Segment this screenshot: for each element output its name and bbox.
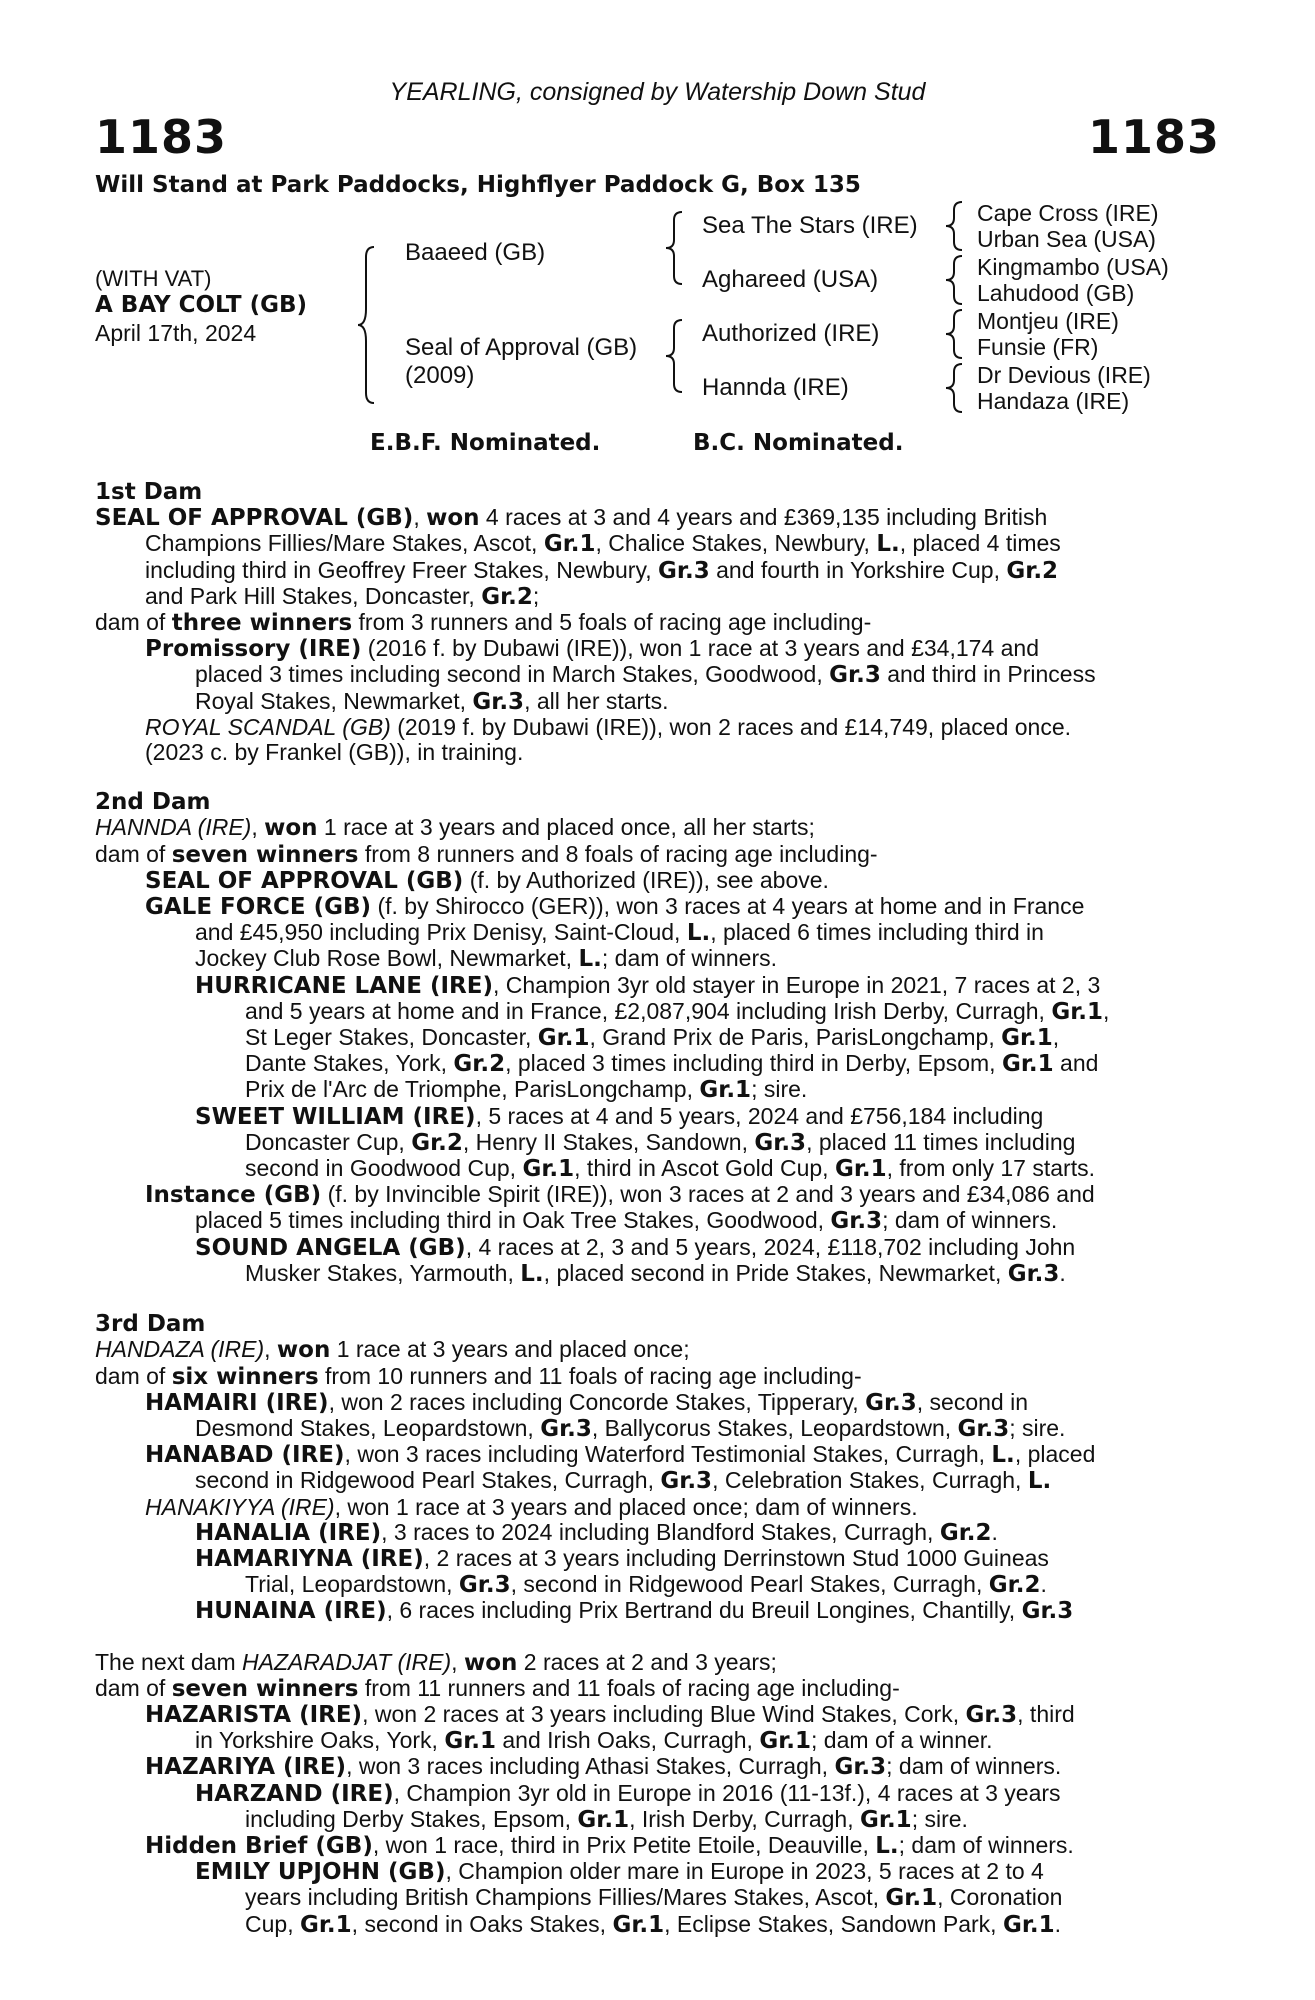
text-line	[95, 1468, 1190, 1494]
text-run: , Grand Prix de Paris, ParisLongchamp,	[589, 1024, 1002, 1051]
text-run: placed 5 times including third in Oak Tree Stakes, Goodwood,	[195, 1207, 831, 1234]
bold-run: HAZARIYA (IRE)	[145, 1754, 347, 1781]
text-run: Doncaster Cup,	[245, 1128, 412, 1155]
text-run: , third	[1017, 1700, 1075, 1727]
text-run: , placed 4 times	[899, 530, 1061, 557]
pedigree-sire-sire: Sea The Stars (IRE)	[702, 212, 918, 239]
text-run: (f. by Invincible Spirit (IRE)), won 3 races at 2 and 3 years and £34,086 and	[321, 1181, 1095, 1208]
text-run: The next dam	[95, 1648, 243, 1675]
text-run: and Park Hill Stakes, Doncaster,	[145, 582, 482, 609]
bold-run: HUNAINA (IRE)	[195, 1598, 387, 1625]
text-run: from 8 runners and 8 foals of racing age including-	[358, 840, 878, 867]
italic-run: HAZARADJAT (IRE)	[242, 1648, 452, 1675]
bold-run: HAMAIRI (IRE)	[145, 1389, 329, 1416]
text-line	[95, 1572, 1190, 1598]
text-run: , all her starts.	[524, 687, 669, 714]
bold-run: Gr.3	[957, 1415, 1010, 1442]
italic-run: HANAKIYYA (IRE)	[145, 1493, 335, 1520]
text-run: , from only 17 starts.	[886, 1155, 1095, 1182]
text-run: .	[1059, 1259, 1066, 1286]
text-run: ,	[1103, 997, 1110, 1024]
text-run: , placed 3 times including third in Derby, Epsom,	[505, 1050, 1002, 1077]
bold-run: Promissory (IRE)	[145, 636, 362, 663]
bold-run: won	[276, 1337, 331, 1364]
text-run: ; sire.	[751, 1076, 808, 1103]
text-line	[95, 815, 1190, 841]
text-line	[95, 1442, 1190, 1468]
text-line	[95, 1728, 1190, 1754]
bold-run: Hidden Brief (GB)	[145, 1832, 373, 1859]
pedigree-dam-sire: Authorized (IRE)	[702, 320, 880, 347]
bold-run: HANABAD (IRE)	[145, 1442, 345, 1469]
bold-run: Gr.3	[830, 1208, 883, 1235]
bold-run: Gr.1	[699, 1077, 752, 1104]
bold-run: Gr.2	[988, 1572, 1041, 1599]
bold-run: Gr.1	[537, 1025, 590, 1052]
bold-run: Gr.1	[577, 1806, 630, 1833]
text-run: , Chalice Stakes, Newbury,	[595, 530, 877, 557]
text-run: from 10 runners and 11 foals of racing age including-	[318, 1362, 862, 1389]
pedigree-g4-7: Dr Devious (IRE)	[977, 362, 1151, 388]
text-run: , Coronation	[937, 1884, 1063, 1911]
text-run: second in Goodwood Cup,	[245, 1155, 523, 1182]
bold-run: Gr.1	[1051, 998, 1104, 1025]
bold-run: HURRICANE LANE (IRE)	[195, 972, 493, 999]
text-line	[95, 1781, 1190, 1807]
text-run: (f. by Shirocco (GER)), won 3 races at 4 years at home and in France	[371, 893, 1085, 920]
text-run: dam of	[95, 609, 172, 636]
text-run: (2016 f. by Dubawi (IRE)), won 1 race at 3 years and £34,174 and	[361, 635, 1039, 662]
bold-run: Gr.1	[860, 1806, 912, 1833]
pedigree-g4-6: Funsie (FR)	[977, 334, 1099, 360]
bold-run: Gr.1	[522, 1156, 575, 1183]
text-run: .	[1040, 1571, 1047, 1598]
text-run: Trial, Leopardstown,	[245, 1571, 459, 1598]
text-line	[95, 636, 1190, 662]
text-run: ; dam of winners.	[898, 1831, 1074, 1858]
text-line	[95, 1390, 1190, 1416]
lot-number-right: 1183	[1087, 110, 1220, 164]
text-line	[95, 1833, 1190, 1859]
text-line	[95, 610, 1190, 636]
text-line	[95, 1235, 1190, 1261]
pedigree-bracket-main	[362, 245, 382, 405]
text-line	[95, 920, 1190, 946]
text-run: Prix de l'Arc de Triomphe, ParisLongchamp,	[245, 1076, 700, 1103]
second-dam-section	[95, 815, 1190, 1287]
text-run: St Leger Stakes, Doncaster,	[245, 1024, 538, 1051]
text-line	[95, 740, 1190, 765]
text-run: , won 2 races including Concorde Stakes, Tipperary,	[328, 1388, 866, 1415]
text-run: , Champion older mare in Europe in 2023, 5 races at 2 to 4	[445, 1858, 1044, 1885]
text-run: , placed 11 times including	[806, 1128, 1076, 1155]
text-run: , Ballycorus Stakes, Leopardstown,	[591, 1414, 958, 1441]
text-line	[95, 1104, 1190, 1130]
pedigree-sire: Baaeed (GB)	[405, 239, 546, 266]
bold-run: Gr.2	[1006, 557, 1059, 584]
bold-run: six winners	[171, 1363, 319, 1390]
bold-run: SEAL OF APPROVAL (GB)	[95, 505, 414, 532]
bold-run: Gr.2	[453, 1051, 506, 1078]
text-line	[95, 894, 1190, 920]
text-line	[95, 1364, 1190, 1390]
bold-run: HARZAND (IRE)	[195, 1780, 394, 1807]
bold-run: L.	[875, 1832, 899, 1859]
text-run: placed 3 times including second in March Stakes, Goodwood,	[195, 661, 830, 688]
text-run: ; sire.	[911, 1805, 968, 1832]
text-run: (2019 f. by Dubawi (IRE)), won 2 races and £14,749, placed once.	[390, 713, 1072, 740]
bold-run: won	[264, 815, 318, 842]
text-line	[95, 1416, 1190, 1442]
text-line	[95, 1546, 1190, 1572]
bold-run: Gr.1	[885, 1885, 938, 1912]
text-run: , Champion 3yr old in Europe in 2016 (11-13f.), 4 races at 3 years	[393, 1779, 1061, 1806]
text-line	[95, 584, 1190, 610]
bold-run: Gr.1	[834, 1156, 887, 1183]
bold-run: EMILY UPJOHN (GB)	[195, 1859, 446, 1886]
next-dam-section	[95, 1650, 1190, 1938]
text-run: ,	[264, 1336, 277, 1363]
text-run: Royal Stakes, Newmarket,	[195, 687, 473, 714]
text-run: 1 race at 3 years and placed once;	[330, 1336, 690, 1363]
text-line	[95, 842, 1190, 868]
bold-run: Gr.3	[1021, 1598, 1074, 1625]
text-run: , 6 races including Prix Bertrand du Breuil Longines, Chantilly,	[386, 1597, 1022, 1624]
text-run: from 3 runners and 5 foals of racing age including-	[352, 609, 872, 636]
bold-run: L.	[991, 1442, 1015, 1469]
text-run: ; dam of winners.	[601, 945, 778, 972]
text-line	[95, 1702, 1190, 1728]
text-run: and Irish Oaks, Curragh,	[496, 1727, 760, 1754]
text-run: , won 2 races at 3 years including Blue Wind Stakes, Cork,	[362, 1700, 966, 1727]
text-line	[95, 1051, 1190, 1077]
pedigree-bracket-dam	[670, 318, 690, 394]
bold-run: seven winners	[171, 841, 359, 868]
text-run: years including British Champions Fillies/Mares Stakes, Ascot,	[245, 1884, 886, 1911]
horse-name: A BAY COLT (GB)	[95, 292, 308, 318]
bold-run: SWEET WILLIAM (IRE)	[195, 1103, 476, 1130]
text-run: , Eclipse Stakes, Sandown Park,	[664, 1910, 1003, 1937]
text-run: dam of	[95, 1362, 172, 1389]
text-run: Champions Fillies/Mare Stakes, Ascot,	[145, 530, 544, 557]
text-line	[95, 558, 1190, 584]
pedigree-bracket-g4-2	[950, 254, 970, 306]
pedigree-bracket-g4-1	[950, 200, 970, 252]
bold-run: Gr.3	[1007, 1260, 1060, 1287]
text-line	[95, 1156, 1190, 1182]
text-run: 4 races at 3 and 4 years and £369,135 including British	[479, 504, 1048, 531]
text-run: Dante Stakes, York,	[245, 1050, 454, 1077]
bold-run: Gr.1	[543, 531, 596, 558]
text-run: , second in Oaks Stakes,	[351, 1910, 613, 1937]
bold-run: HANALIA (IRE)	[195, 1519, 382, 1546]
bold-run: three winners	[171, 610, 353, 637]
bold-run: HAMARIYNA (IRE)	[195, 1545, 424, 1572]
bold-run: Gr.3	[834, 1754, 887, 1781]
bold-run: SOUND ANGELA (GB)	[195, 1234, 466, 1261]
text-run: , second in Ridgewood Pearl Stakes, Curragh,	[510, 1571, 989, 1598]
text-line	[95, 531, 1190, 557]
bold-run: Gr.3	[754, 1129, 807, 1156]
text-run: , Champion 3yr old stayer in Europe in 2021, 7 races at 2, 3	[492, 971, 1101, 998]
text-run: Desmond Stakes, Leopardstown,	[195, 1414, 541, 1441]
vat-note: (WITH VAT)	[95, 266, 212, 291]
text-line	[95, 1025, 1190, 1051]
pedigree-g4-8: Handaza (IRE)	[977, 388, 1130, 414]
text-line	[95, 505, 1190, 531]
bold-run: Gr.3	[965, 1701, 1018, 1728]
text-run: 1 race at 3 years and placed once, all her starts;	[317, 814, 815, 841]
text-run: second in Ridgewood Pearl Stakes, Curragh,	[195, 1467, 661, 1494]
bold-run: Gr.3	[660, 1468, 713, 1495]
text-run: and third in Princess	[880, 661, 1096, 688]
bold-run: won	[426, 505, 480, 532]
bold-run: Gr.2	[411, 1129, 463, 1156]
pedigree-bracket-g4-4	[950, 362, 970, 414]
bold-run: Gr.1	[1001, 1051, 1054, 1078]
text-run: , 3 races to 2024 including Blandford Stakes, Curragh,	[381, 1518, 940, 1545]
bold-run: HAZARISTA (IRE)	[145, 1701, 363, 1728]
pedigree-g4-4: Lahudood (GB)	[977, 280, 1135, 306]
text-run: ,	[413, 504, 427, 531]
third-dam-section	[95, 1337, 1190, 1624]
pedigree-bracket-g4-3	[950, 308, 970, 360]
bold-run: L.	[686, 920, 711, 947]
pedigree-sire-dam: Aghareed (USA)	[702, 266, 879, 293]
text-run: (2023 c. by Frankel (GB)), in training.	[145, 739, 524, 766]
bold-run: Gr.1	[444, 1728, 496, 1755]
italic-run: ROYAL SCANDAL (GB)	[145, 713, 391, 740]
text-run: , Celebration Stakes, Curragh,	[712, 1467, 1028, 1494]
bold-run: Gr.2	[939, 1519, 992, 1546]
text-run: and 5 years at home and in France, £2,087,904 including Irish Derby, Curragh,	[245, 997, 1052, 1024]
text-line	[95, 1130, 1190, 1156]
bold-run: Gr.1	[1002, 1911, 1055, 1938]
text-run: ,	[1052, 1024, 1060, 1051]
text-run: .	[991, 1518, 998, 1545]
bold-run: L.	[876, 531, 900, 558]
ebf-nominated: E.B.F. Nominated.	[370, 430, 601, 456]
pedigree-dam-year: (2009)	[405, 362, 475, 389]
text-line	[95, 715, 1190, 740]
text-line	[95, 1676, 1190, 1702]
pedigree-bracket-sire	[670, 210, 690, 286]
text-run: ;	[532, 582, 540, 609]
bold-run: Gr.3	[458, 1572, 511, 1599]
text-run: , won 1 race, third in Prix Petite Etoile, Deauville,	[372, 1831, 876, 1858]
pedigree-g4-5: Montjeu (IRE)	[977, 308, 1119, 334]
text-run: , won 3 races including Athasi Stakes, Curragh,	[346, 1753, 835, 1780]
text-line	[95, 662, 1190, 688]
bold-run: Gr.3	[540, 1415, 592, 1442]
bold-run: seven winners	[171, 1675, 359, 1702]
text-line	[95, 1859, 1190, 1885]
text-line	[95, 1261, 1190, 1287]
text-run: including third in Geoffrey Freer Stakes, Newbury,	[145, 556, 659, 583]
first-dam-heading: 1st Dam	[95, 479, 203, 505]
bold-run: Gr.1	[1001, 1025, 1053, 1052]
text-run: , second in	[916, 1388, 1029, 1415]
text-run: , Irish Derby, Curragh,	[629, 1805, 860, 1832]
text-line	[95, 1885, 1190, 1911]
text-run: ; dam of a winner.	[811, 1727, 993, 1754]
text-line	[95, 1650, 1190, 1676]
pedigree-g4-3: Kingmambo (USA)	[977, 254, 1169, 280]
text-line	[95, 1520, 1190, 1546]
bold-run: Gr.3	[865, 1389, 917, 1416]
text-run: , third in Ascot Gold Cup,	[574, 1155, 835, 1182]
text-run: , Henry II Stakes, Sandown,	[462, 1128, 755, 1155]
bold-run: Gr.1	[299, 1911, 352, 1938]
text-run: , placed 6 times including third in	[710, 919, 1044, 946]
text-run: , placed second in Pride Stakes, Newmarket,	[543, 1259, 1008, 1286]
bold-run: Gr.3	[658, 557, 710, 584]
consignment-subtitle: YEARLING, consigned by Watership Down Stud	[389, 78, 926, 106]
bold-run: Gr.3	[472, 688, 525, 715]
third-dam-heading: 3rd Dam	[95, 1311, 206, 1338]
text-line	[95, 1598, 1190, 1624]
pedigree-dam-dam: Hannda (IRE)	[702, 374, 849, 401]
italic-run: HANNDA (IRE)	[95, 814, 252, 841]
text-line	[95, 1208, 1190, 1234]
foaling-date: April 17th, 2024	[95, 320, 257, 346]
text-line	[95, 1182, 1190, 1208]
bold-run: Gr.1	[612, 1911, 665, 1938]
text-run: , placed	[1014, 1441, 1096, 1468]
text-run: Cup,	[245, 1910, 300, 1937]
text-line	[95, 1912, 1190, 1938]
pedigree-g4-2: Urban Sea (USA)	[977, 226, 1156, 252]
text-run: ,	[251, 814, 265, 841]
bold-run: Instance (GB)	[145, 1182, 322, 1209]
text-run: , won 3 races including Waterford Testimonial Stakes, Curragh,	[344, 1441, 992, 1468]
text-run: , won 1 race at 3 years and placed once; dam of winners.	[334, 1493, 918, 1520]
text-line	[95, 999, 1190, 1025]
text-run: , 5 races at 4 and 5 years, 2024 and £756,184 including	[475, 1102, 1044, 1129]
bold-run: L.	[520, 1260, 544, 1287]
first-dam-section	[95, 505, 1190, 765]
text-run: and £45,950 including Prix Denisy, Saint-Cloud,	[195, 919, 687, 946]
pedigree-dam: Seal of Approval (GB)	[405, 334, 638, 361]
text-line	[95, 868, 1190, 894]
bold-run: Gr.3	[829, 662, 881, 689]
text-run: and fourth in Yorkshire Cup,	[709, 556, 1007, 583]
text-run: and	[1053, 1050, 1099, 1077]
text-line	[95, 689, 1190, 715]
text-run: Jockey Club Rose Bowl, Newmarket,	[195, 945, 579, 972]
bold-run: SEAL OF APPROVAL (GB)	[145, 867, 464, 894]
text-run: dam of	[95, 1674, 172, 1701]
bold-run: L.	[1027, 1468, 1052, 1495]
text-run: ; dam of winners.	[882, 1207, 1058, 1234]
lot-number-left: 1183	[95, 110, 228, 164]
text-run: including Derby Stakes, Epsom,	[245, 1805, 578, 1832]
pedigree-g4-1: Cape Cross (IRE)	[977, 200, 1159, 226]
italic-run: HANDAZA (IRE)	[95, 1336, 265, 1363]
text-run: 2 races at 2 and 3 years;	[517, 1648, 777, 1675]
text-line	[95, 1807, 1190, 1833]
text-run: ; dam of winners.	[886, 1753, 1062, 1780]
text-run: dam of	[95, 840, 172, 867]
produce-record	[95, 480, 1190, 1938]
text-line	[95, 973, 1190, 999]
text-run: , 4 races at 2, 3 and 5 years, 2024, £118,702 including John	[465, 1233, 1076, 1260]
stand-location: Will Stand at Park Paddocks, Highflyer Paddock G, Box 135	[95, 172, 861, 198]
text-run: ; sire.	[1009, 1414, 1066, 1441]
text-run: from 11 runners and 11 foals of racing age including-	[358, 1674, 900, 1701]
text-line	[95, 1754, 1190, 1780]
text-line	[95, 946, 1190, 972]
bold-run: GALE FORCE (GB)	[145, 894, 372, 921]
text-line	[95, 1495, 1190, 1520]
text-run: , 2 races at 3 years including Derrinstown Stud 1000 Guineas	[423, 1544, 1049, 1571]
bold-run: won	[463, 1649, 518, 1676]
bold-run: L.	[578, 946, 602, 973]
bc-nominated: B.C. Nominated.	[693, 430, 904, 456]
text-line	[95, 1337, 1190, 1363]
bold-run: Gr.1	[759, 1728, 812, 1755]
text-run: (f. by Authorized (IRE)), see above.	[463, 866, 829, 893]
text-line	[95, 1077, 1190, 1103]
text-run: Musker Stakes, Yarmouth,	[245, 1259, 521, 1286]
bold-run: Gr.2	[481, 583, 533, 610]
text-run: .	[1054, 1910, 1062, 1937]
text-run: ,	[451, 1648, 464, 1675]
text-run: in Yorkshire Oaks, York,	[195, 1727, 445, 1754]
second-dam-heading: 2nd Dam	[95, 789, 211, 816]
